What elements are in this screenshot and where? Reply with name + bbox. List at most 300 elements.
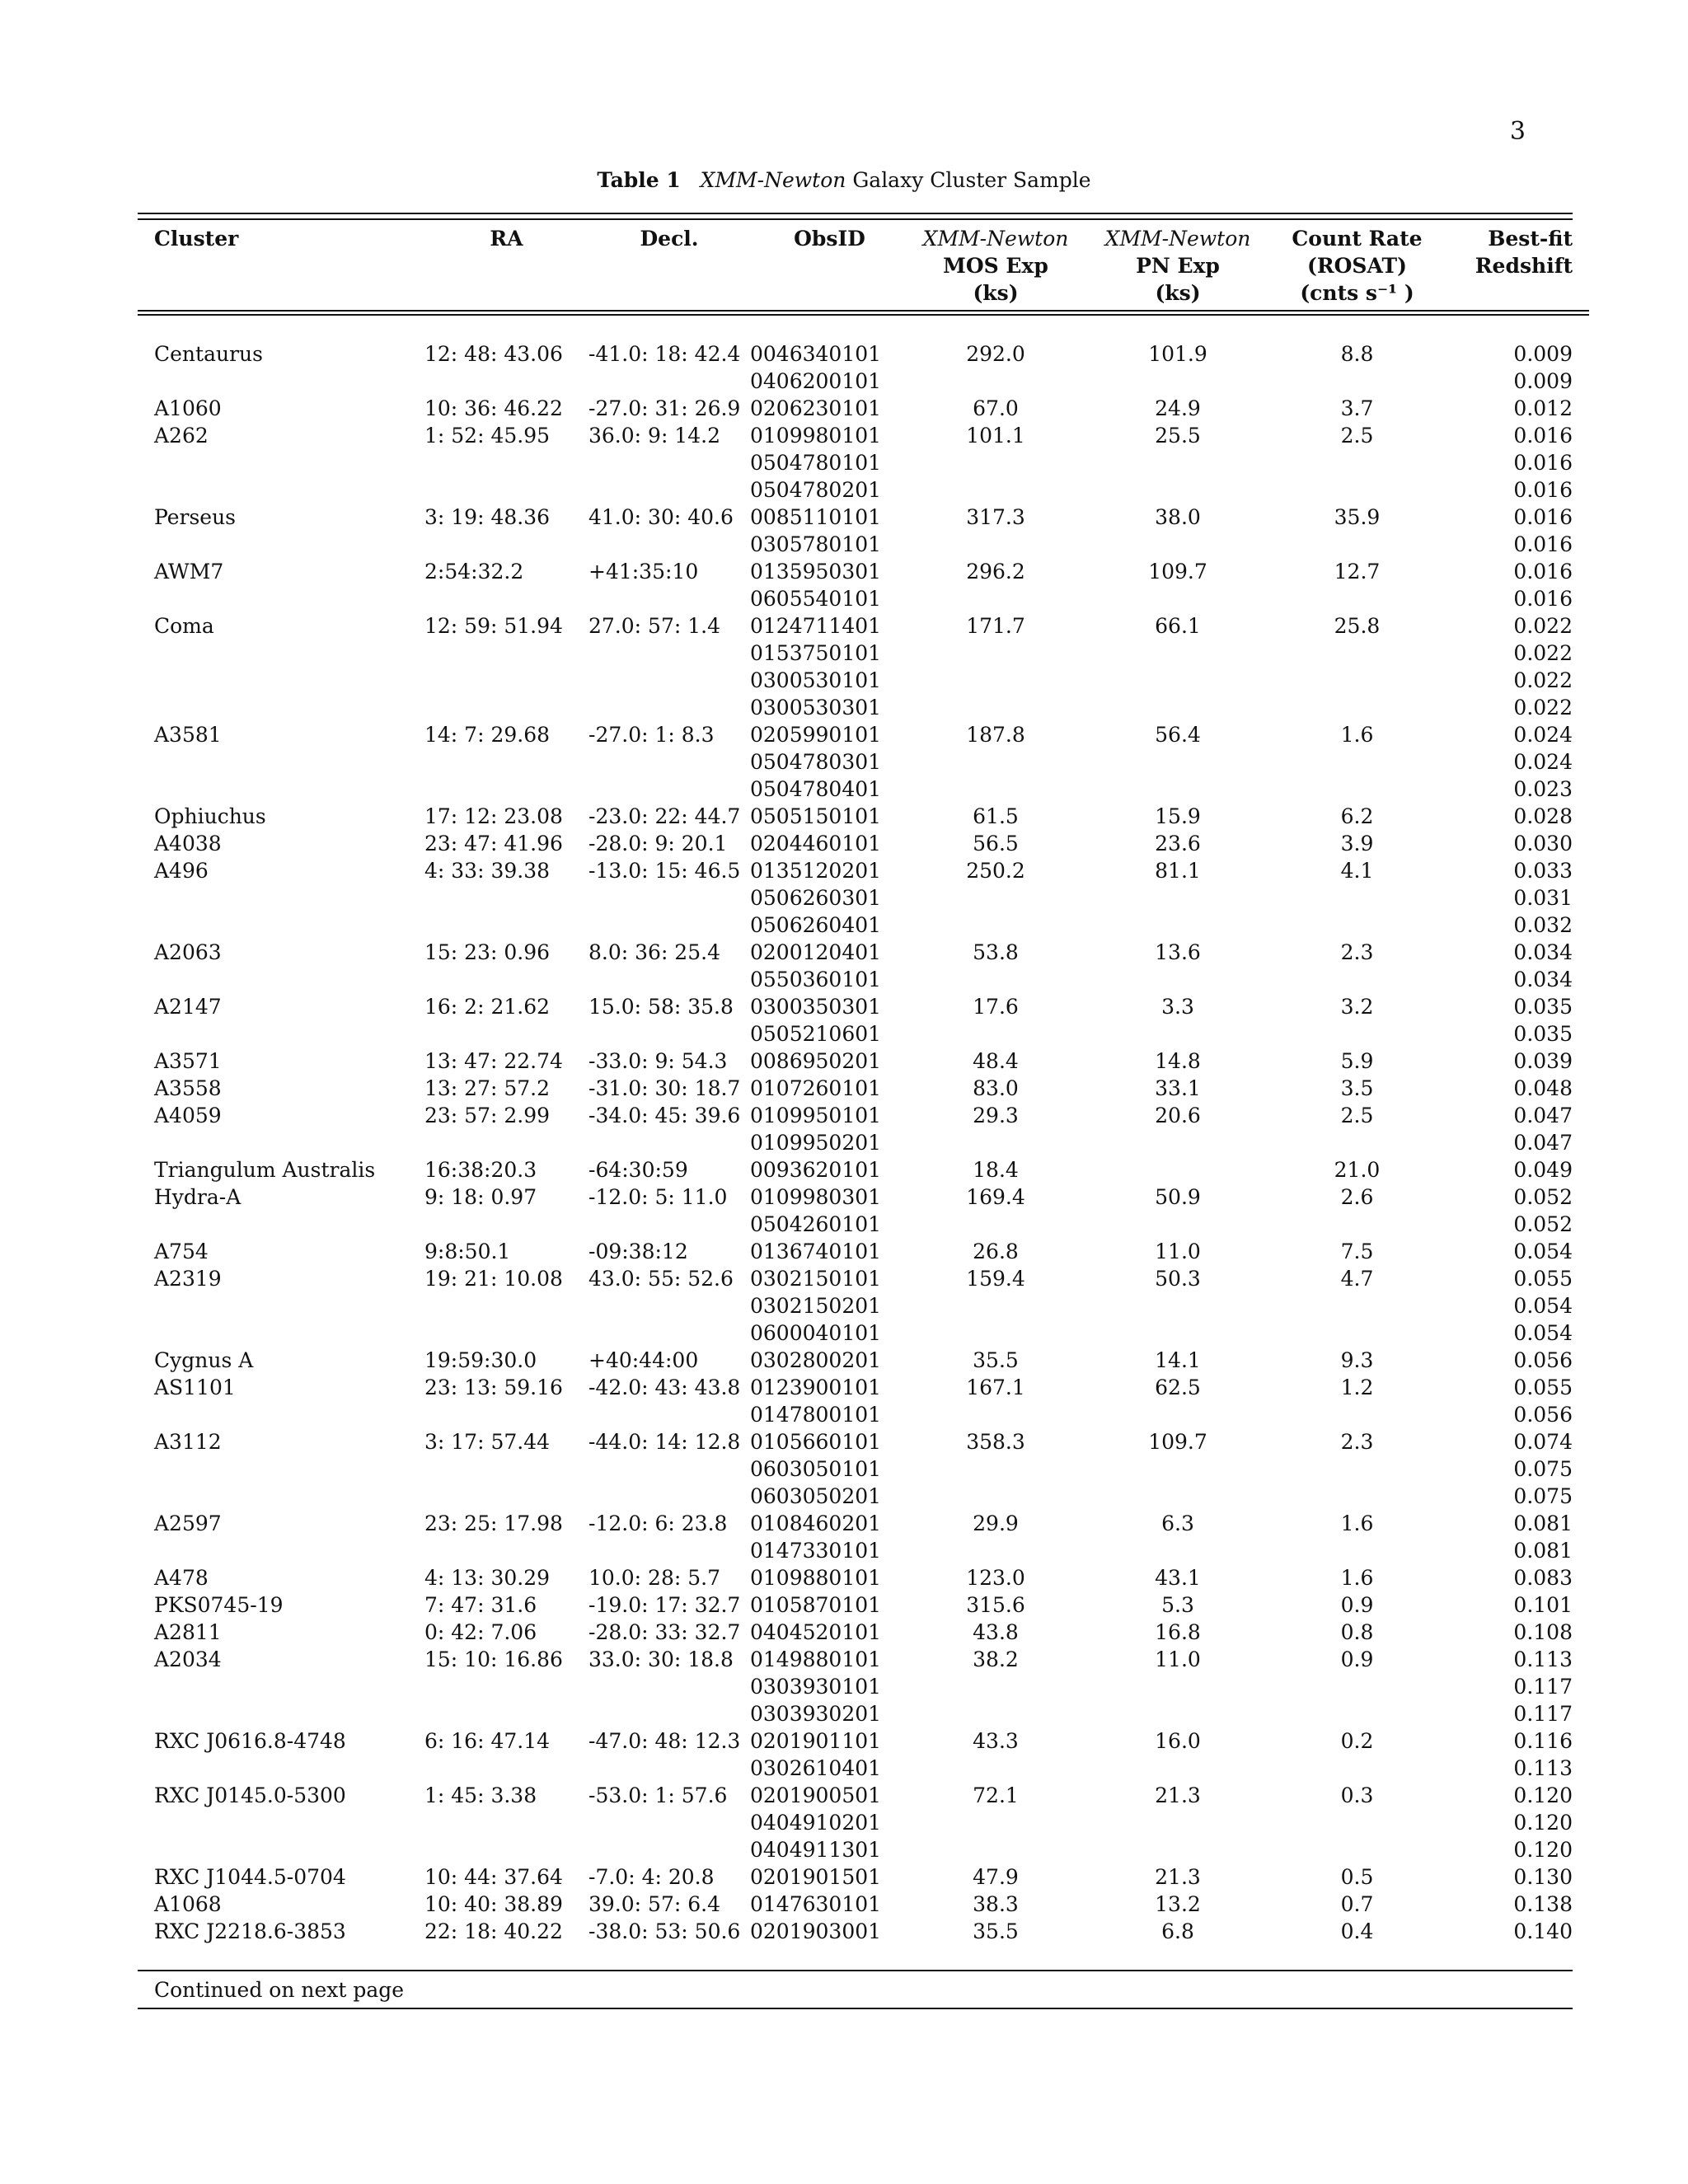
cell-ra: 22: 18: 40.22 [424,1919,563,1943]
table-caption [0,168,1688,192]
table-row [138,667,1589,694]
cell-cluster: A2147 [154,995,222,1019]
cell-pn-exp: 66.1 [1155,614,1201,638]
cell-pn-exp [1082,449,1273,476]
cell-cluster: A496 [154,859,209,883]
continued-note: Continued on next page [154,1978,405,2002]
cell-redshift: 0.022 [1513,696,1573,719]
cell-count-rate: 0.8 [1340,1620,1374,1644]
table-row [138,721,1589,748]
cell-obsid: 0504780201 [750,478,882,502]
cell-count-rate [1273,1537,1441,1564]
cell-mos-exp [909,531,1082,558]
cell-ra [424,1700,588,1727]
cell-obsid: 0109880101 [750,1566,882,1590]
table-row [138,1292,1589,1319]
cell-obsid: 0093620101 [750,1158,882,1182]
cell-obsid: 0107260101 [750,1076,882,1100]
table-row [138,1428,1589,1455]
cell-mos-exp: 43.8 [973,1620,1019,1644]
cell-cluster [138,1673,424,1700]
cell-decl [588,884,750,912]
cell-count-rate [1273,585,1441,612]
cell-redshift: 0.120 [1513,1811,1573,1835]
cell-ra [424,667,588,694]
cell-count-rate: 2.5 [1340,1104,1374,1127]
cell-obsid: 0504780101 [750,451,882,475]
cell-cluster [138,640,424,667]
table-row [138,1727,1589,1755]
table-row [138,1700,1589,1727]
cell-cluster [138,1129,424,1156]
cell-cluster: RXC J2218.6-3853 [154,1919,346,1943]
cell-ra: 23: 57: 2.99 [424,1104,551,1127]
cell-redshift: 0.047 [1513,1104,1573,1127]
cell-redshift: 0.138 [1513,1892,1573,1916]
table-row [138,857,1589,884]
cell-pn-exp: 11.0 [1155,1647,1201,1671]
cell-cluster: A3112 [154,1430,222,1454]
cell-ra [424,449,588,476]
cell-count-rate [1273,368,1441,395]
cell-ra [424,1537,588,1564]
cell-decl [588,776,750,803]
cell-decl [588,1129,750,1156]
cell-redshift: 0.056 [1513,1348,1573,1372]
cell-obsid: 0204460101 [750,832,882,855]
cell-redshift: 0.016 [1513,451,1573,475]
cell-count-rate [1273,912,1441,939]
cell-obsid: 0302610401 [750,1756,882,1780]
cell-redshift: 0.034 [1513,940,1573,964]
cell-ra: 14: 7: 29.68 [424,723,551,747]
cell-count-rate: 0.7 [1340,1892,1374,1916]
cell-redshift: 0.030 [1513,832,1573,855]
cell-pn-exp [1082,1211,1273,1238]
table-row [138,1483,1589,1510]
cell-ra: 3: 17: 57.44 [424,1430,551,1454]
cell-count-rate [1273,476,1441,504]
cell-ra: 1: 52: 45.95 [424,424,551,448]
cell-cluster [138,694,424,721]
header-cr-line3: (cnts s⁻¹ ) [1300,281,1414,305]
cell-decl: -53.0: 1: 57.6 [588,1783,728,1807]
cell-ra [424,476,588,504]
cell-count-rate: 12.7 [1334,560,1381,583]
cell-ra: 1: 45: 3.38 [424,1783,537,1807]
table-row [138,1510,1589,1537]
cell-decl [588,1755,750,1782]
table-row [138,1646,1589,1673]
cell-pn-exp [1082,694,1273,721]
cell-decl: -38.0: 53: 50.6 [588,1919,741,1943]
cell-mos-exp [909,368,1082,395]
cell-pn-exp [1082,1020,1273,1047]
cell-mos-exp: 67.0 [973,396,1019,420]
cell-ra [424,585,588,612]
header-cluster: Cluster [138,220,424,311]
table-row [138,993,1589,1020]
cell-obsid: 0404910201 [750,1811,882,1835]
table-row [138,1401,1589,1428]
cell-mos-exp [909,667,1082,694]
cell-redshift: 0.028 [1513,804,1573,828]
cell-ra: 10: 44: 37.64 [424,1865,563,1889]
cell-pn-exp: 38.0 [1155,505,1201,529]
cell-cluster: Cygnus A [154,1348,254,1372]
cell-pn-exp: 13.6 [1155,940,1201,964]
cell-cluster [138,748,424,776]
cell-redshift: 0.113 [1513,1647,1573,1671]
cell-mos-exp [909,1292,1082,1319]
cell-mos-exp: 48.4 [973,1049,1019,1073]
cell-decl: 36.0: 9: 14.2 [588,424,720,448]
cell-obsid: 0147800101 [750,1403,882,1427]
cell-mos-exp [909,1455,1082,1483]
header-z-line2: Redshift [1475,254,1573,278]
cell-cluster: Hydra-A [154,1185,241,1209]
table-row [138,612,1589,640]
cell-ra: 9:8:50.1 [424,1240,511,1263]
cell-ra [424,1836,588,1863]
cell-pn-exp: 81.1 [1155,859,1201,883]
cell-count-rate [1273,1319,1441,1347]
cell-count-rate [1273,1809,1441,1836]
cell-ra [424,912,588,939]
cell-mos-exp: 29.9 [973,1511,1019,1535]
cell-ra: 13: 27: 57.2 [424,1076,551,1100]
cell-redshift: 0.081 [1513,1511,1573,1535]
cell-mos-exp [909,884,1082,912]
cell-redshift: 0.130 [1513,1865,1573,1889]
cell-count-rate: 3.9 [1340,832,1374,855]
cell-ra: 16: 2: 21.62 [424,995,551,1019]
cell-pn-exp [1082,1319,1273,1347]
cell-decl: -28.0: 9: 20.1 [588,832,728,855]
cell-obsid: 0302800201 [750,1348,882,1372]
cell-pn-exp [1082,1129,1273,1156]
table-title: Galaxy Cluster Sample [852,168,1091,192]
cell-pn-exp: 33.1 [1155,1076,1201,1100]
cell-cluster [138,966,424,993]
cell-decl: -19.0: 17: 32.7 [588,1593,741,1617]
cell-cluster [138,667,424,694]
table-row [138,558,1589,585]
cell-pn-exp [1082,368,1273,395]
cell-cluster: A2811 [154,1620,222,1644]
header-z-line1: Best-fit [1488,227,1573,251]
cell-cluster [138,1483,424,1510]
cell-cluster [138,1292,424,1319]
cell-mos-exp: 171.7 [966,614,1025,638]
cell-count-rate [1273,1836,1441,1863]
cell-pn-exp [1082,667,1273,694]
cell-cluster: A3558 [154,1076,222,1100]
cell-mos-exp [909,1483,1082,1510]
table-row [138,531,1589,558]
cell-ra: 23: 47: 41.96 [424,832,563,855]
cell-count-rate: 3.7 [1340,396,1374,420]
table-row [138,884,1589,912]
cell-obsid: 0305780101 [750,532,882,556]
cell-decl: -31.0: 30: 18.7 [588,1076,741,1100]
cell-obsid: 0303930101 [750,1675,882,1699]
cell-decl: -12.0: 6: 23.8 [588,1511,728,1535]
cell-mos-exp [909,449,1082,476]
cell-cluster: RXC J0616.8-4748 [154,1729,346,1753]
cell-redshift: 0.016 [1513,532,1573,556]
cell-count-rate: 4.7 [1340,1267,1374,1291]
cell-redshift: 0.035 [1513,1022,1573,1046]
cell-pn-exp: 3.3 [1161,995,1194,1019]
cell-ra [424,1455,588,1483]
cell-mos-exp [909,1319,1082,1347]
cell-redshift: 0.031 [1513,886,1573,910]
cell-ra: 19: 21: 10.08 [424,1267,563,1291]
table-row [138,1238,1589,1265]
cell-obsid: 0147330101 [750,1539,882,1563]
cell-mos-exp [909,694,1082,721]
cell-obsid: 0201901501 [750,1865,882,1889]
cell-redshift: 0.083 [1513,1566,1573,1590]
cell-obsid: 0109950101 [750,1104,882,1127]
cell-decl [588,640,750,667]
cell-decl: -27.0: 1: 8.3 [588,723,715,747]
cell-count-rate [1273,1455,1441,1483]
cell-count-rate [1273,1673,1441,1700]
table-row [138,1020,1589,1047]
cell-pn-exp [1082,912,1273,939]
cell-obsid: 0085110101 [750,505,882,529]
cell-decl [588,368,750,395]
cell-count-rate [1273,1129,1441,1156]
cell-count-rate [1273,640,1441,667]
table-row [138,1374,1589,1401]
table-row [138,1755,1589,1782]
cell-redshift: 0.048 [1513,1076,1573,1100]
cell-redshift: 0.022 [1513,614,1573,638]
cell-decl [588,1836,750,1863]
table-row [138,1075,1589,1102]
cell-count-rate: 25.8 [1334,614,1381,638]
cell-decl: -13.0: 15: 46.5 [588,859,741,883]
cell-obsid: 0504780301 [750,750,882,774]
cell-count-rate: 9.3 [1340,1348,1374,1372]
cell-pn-exp: 13.2 [1155,1892,1201,1916]
cell-redshift: 0.024 [1513,750,1573,774]
cell-count-rate: 1.6 [1340,1511,1374,1535]
cell-cluster: A3571 [154,1049,222,1073]
cell-redshift: 0.081 [1513,1539,1573,1563]
cell-pn-exp: 43.1 [1155,1566,1201,1590]
cell-mos-exp [909,1836,1082,1863]
page-number: 3 [1509,117,1526,146]
bottom-rule-2 [138,2008,1573,2009]
table-row [138,315,1589,368]
cell-redshift: 0.140 [1513,1919,1573,1943]
cell-obsid: 0504260101 [750,1212,882,1236]
cell-cluster [138,1455,424,1483]
cell-pn-exp [1082,531,1273,558]
table-row [138,776,1589,803]
cell-obsid: 0206230101 [750,396,882,420]
cell-count-rate: 2.3 [1340,1430,1374,1454]
cell-decl [588,1673,750,1700]
cell-pn-exp: 21.3 [1155,1865,1201,1889]
cell-mos-exp [909,585,1082,612]
cell-decl [588,1020,750,1047]
cell-cluster [138,884,424,912]
cell-redshift: 0.052 [1513,1212,1573,1236]
cell-redshift: 0.009 [1513,369,1573,393]
cell-cluster [138,449,424,476]
cell-pn-exp: 23.6 [1155,832,1201,855]
cell-cluster [138,1836,424,1863]
cell-decl: 10.0: 28: 5.7 [588,1566,720,1590]
cell-count-rate [1273,1483,1441,1510]
cell-cluster: A754 [154,1240,209,1263]
header-count-rate [1273,220,1441,311]
cell-mos-exp [909,1401,1082,1428]
table-row [138,1591,1589,1619]
header-pn-line1: XMM-Newton [1104,227,1251,251]
cell-mos-exp [909,1700,1082,1727]
cell-pn-exp: 16.8 [1155,1620,1201,1644]
cell-mos-exp: 169.4 [966,1185,1025,1209]
cell-cluster [138,776,424,803]
cell-ra: 23: 25: 17.98 [424,1511,563,1535]
table-row [138,1619,1589,1646]
cell-decl: -44.0: 14: 12.8 [588,1430,741,1454]
cell-decl [588,1700,750,1727]
cell-obsid: 0153750101 [750,641,882,665]
cell-mos-exp: 123.0 [966,1566,1025,1590]
cell-obsid: 0105660101 [750,1430,882,1454]
cell-pn-exp [1082,776,1273,803]
cell-mos-exp: 167.1 [966,1376,1025,1399]
cell-pn-exp: 16.0 [1155,1729,1201,1753]
cell-redshift: 0.074 [1513,1430,1573,1454]
header-pn-line2: PN Exp [1136,254,1220,278]
cell-redshift: 0.034 [1513,968,1573,991]
header-mos-line1: XMM-Newton [922,227,1069,251]
table-row [138,939,1589,966]
cell-obsid: 0300350301 [750,995,882,1019]
cell-pn-exp: 56.4 [1155,723,1201,747]
cell-count-rate [1273,1020,1441,1047]
cell-decl: 27.0: 57: 1.4 [588,614,720,638]
cell-count-rate: 35.9 [1334,505,1381,529]
cell-decl: 39.0: 57: 6.4 [588,1892,720,1916]
cell-redshift: 0.075 [1513,1484,1573,1508]
cell-ra: 6: 16: 47.14 [424,1729,551,1753]
cell-decl [588,667,750,694]
table-row [138,1455,1589,1483]
cell-obsid: 0505150101 [750,804,882,828]
cell-obsid: 0300530301 [750,696,882,719]
cell-redshift: 0.113 [1513,1756,1573,1780]
cell-pn-exp [1082,1755,1273,1782]
cell-ra [424,776,588,803]
cell-obsid: 0406200101 [750,369,882,393]
cell-count-rate: 21.0 [1334,1158,1381,1182]
cell-pn-exp: 24.9 [1155,396,1201,420]
header-mos-line3: (ks) [973,281,1019,305]
cell-count-rate: 0.3 [1340,1783,1374,1807]
table-row [138,803,1589,830]
cell-pn-exp [1082,1401,1273,1428]
cell-pn-exp: 6.3 [1161,1511,1194,1535]
cell-redshift: 0.108 [1513,1620,1573,1644]
cell-ra: 7: 47: 31.6 [424,1593,537,1617]
cell-mos-exp [909,1537,1082,1564]
cell-obsid: 0302150201 [750,1294,882,1318]
cell-cluster [138,1401,424,1428]
cell-decl [588,912,750,939]
cell-redshift: 0.047 [1513,1131,1573,1155]
cell-redshift: 0.052 [1513,1185,1573,1209]
table-row [138,504,1589,531]
cell-pn-exp: 14.8 [1155,1049,1201,1073]
cell-pn-exp [1082,1836,1273,1863]
cell-count-rate: 0.4 [1340,1919,1374,1943]
cell-pn-exp: 109.7 [1148,560,1207,583]
cell-obsid: 0201900501 [750,1783,882,1807]
cell-mos-exp [909,476,1082,504]
cell-pn-exp [1082,585,1273,612]
table-row [138,1102,1589,1129]
cell-pn-exp: 101.9 [1148,342,1207,366]
cell-ra [424,1755,588,1782]
cell-cluster: Perseus [154,505,236,529]
cell-decl: 41.0: 30: 40.6 [588,505,734,529]
cell-ra: 12: 59: 51.94 [424,614,563,638]
cell-pn-exp [1082,748,1273,776]
cell-decl [588,694,750,721]
cell-ra: 15: 10: 16.86 [424,1647,563,1671]
cell-ra: 4: 33: 39.38 [424,859,551,883]
cell-decl: -47.0: 48: 12.3 [588,1729,741,1753]
cell-redshift: 0.022 [1513,641,1573,665]
cell-obsid: 0108460201 [750,1511,882,1535]
cell-ra: 4: 13: 30.29 [424,1566,551,1590]
header-mos-line2: MOS Exp [943,254,1048,278]
cell-mos-exp [909,1755,1082,1782]
cell-pn-exp: 5.3 [1161,1593,1194,1617]
cell-obsid: 0201901101 [750,1729,882,1753]
cell-redshift: 0.016 [1513,424,1573,448]
cell-decl: -33.0: 9: 54.3 [588,1049,728,1073]
cell-obsid: 0506260401 [750,913,882,937]
cell-mos-exp [909,1211,1082,1238]
cell-ra [424,368,588,395]
cell-ra: 13: 47: 22.74 [424,1049,563,1073]
cell-cluster [138,1700,424,1727]
cell-pn-exp [1082,1483,1273,1510]
cell-mos-exp: 53.8 [973,940,1019,964]
table-row [138,830,1589,857]
cell-count-rate [1273,966,1441,993]
cell-ra [424,1319,588,1347]
header-pn-exp [1082,220,1273,311]
cell-cluster: RXC J0145.0-5300 [154,1783,346,1807]
cell-cluster [138,368,424,395]
cell-decl: -7.0: 4: 20.8 [588,1865,715,1889]
cell-cluster: A2063 [154,940,222,964]
cell-redshift: 0.055 [1513,1376,1573,1399]
cell-pn-exp: 109.7 [1148,1430,1207,1454]
cell-cluster [138,1755,424,1782]
